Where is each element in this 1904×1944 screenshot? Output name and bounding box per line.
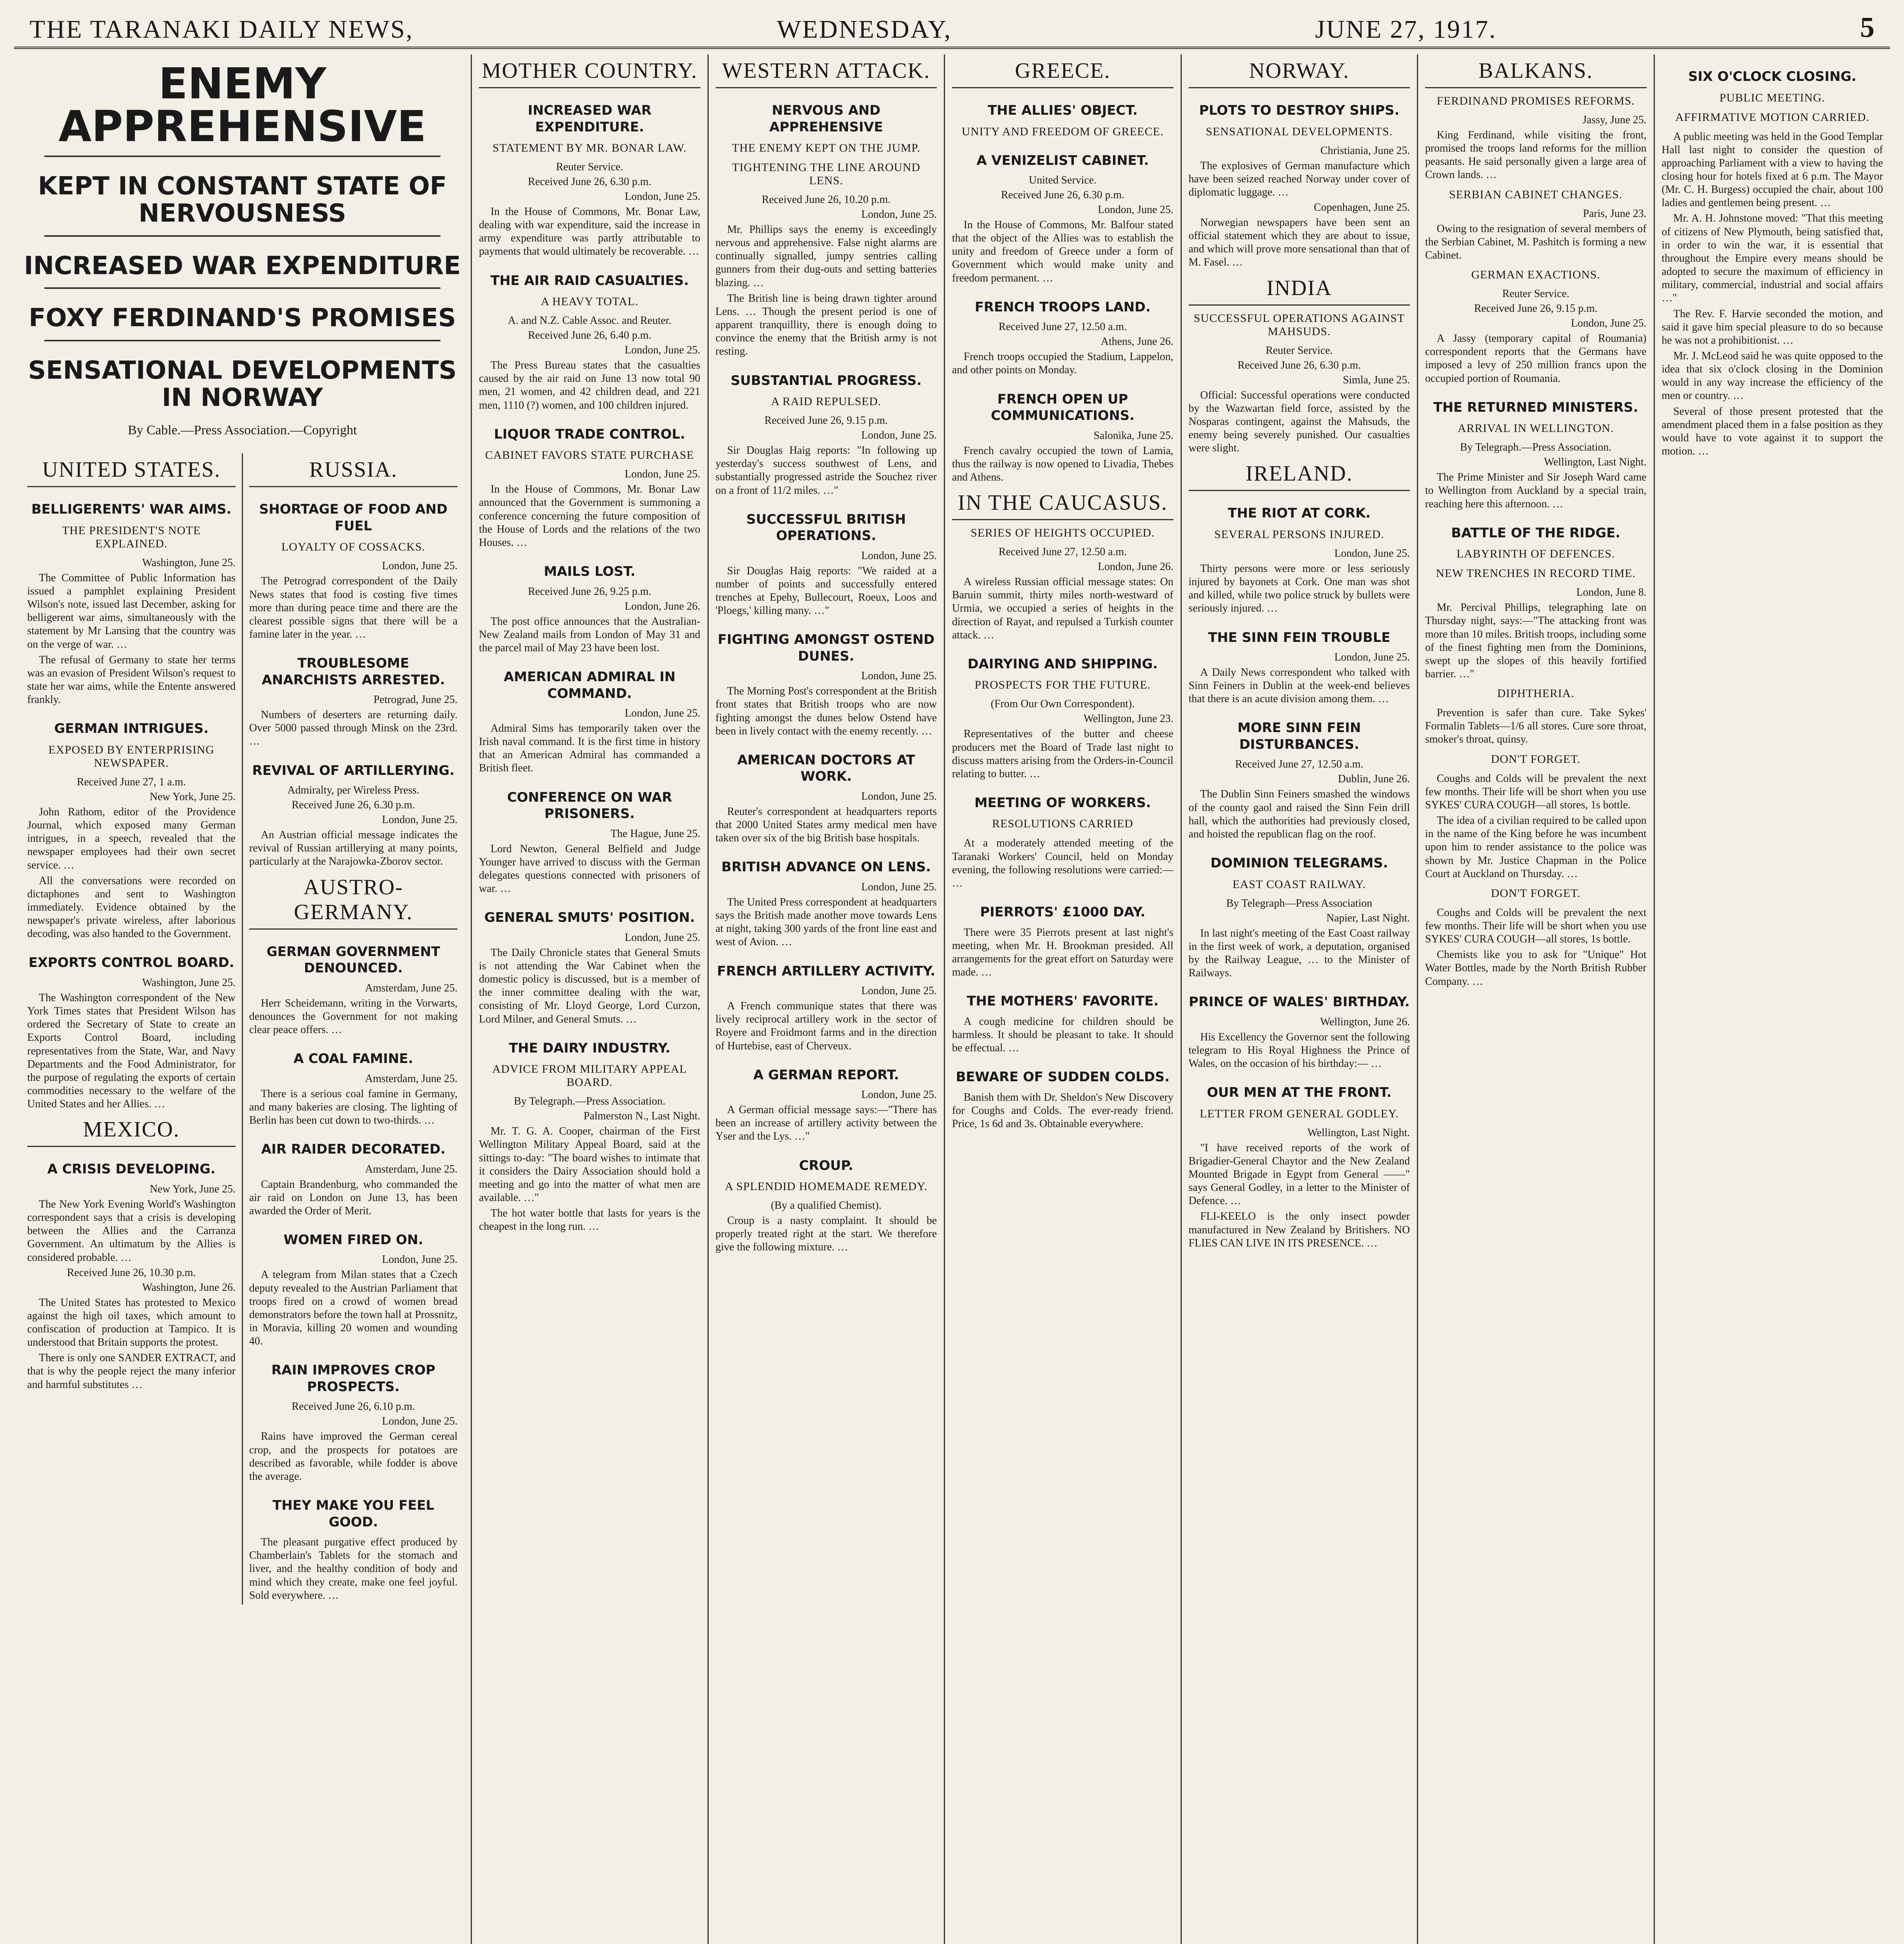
dateline: Christiania, June 25.	[1320, 144, 1410, 157]
dateline: Amsterdam, June 25.	[365, 1072, 458, 1085]
section-head: MEXICO.	[27, 1113, 236, 1147]
story-headline: THE SINN FEIN TROUBLE	[1208, 629, 1390, 645]
paragraph: The refusal of Germany to state her terms was an evasion of President Wilson's request to state her war aims, while the Entente answered frankly.	[27, 654, 236, 706]
story-subhead: PUBLIC MEETING.	[1719, 91, 1825, 104]
story-headline: MORE SINN FEIN DISTURBANCES.	[1237, 720, 1361, 752]
story-headline: MEETING OF WORKERS.	[974, 795, 1151, 811]
story-subhead: LETTER FROM GENERAL GODLEY.	[1200, 1107, 1399, 1120]
story-subhead: UNITY AND FREEDOM OF GREECE.	[962, 125, 1164, 138]
story-headline: PRINCE OF WALES' BIRTHDAY.	[1189, 994, 1410, 1010]
story-headline: OUR MEN AT THE FRONT.	[1207, 1085, 1392, 1101]
story-headline: RAIN IMPROVES CROP PROSPECTS.	[271, 1362, 435, 1395]
section-head: IRELAND.	[1189, 457, 1410, 491]
dateline: Paris, June 23.	[1583, 207, 1647, 220]
story-subhead: SENSATIONAL DEVELOPMENTS.	[1205, 125, 1393, 138]
dateline: London, June 26.	[1098, 561, 1174, 573]
paragraph: The Committee of Public Information has issued a pamphlet explaining President Wilson's note, issued last December, asking for belligerent war aims, simultaneously with the statement by Mr Lansing that the country was on the verge of war. …	[27, 572, 236, 650]
paragraph: Lord Newton, General Belfield and Judge Younger have arrived to discuss with the German delegates questions connected with prisoners of war. …	[479, 843, 700, 895]
story-headline: DOMINION TELEGRAMS.	[1210, 855, 1388, 871]
dateline: Athens, June 26.	[1100, 336, 1174, 348]
dateline: Washington, June 25.	[142, 556, 236, 569]
paragraph: Owing to the resignation of several members of the Serbian Cabinet, M. Pashitch is forming a new Cabinet.	[1425, 222, 1647, 261]
paragraph: His Excellency the Governor sent the following telegram to His Royal Highness the Prince of Wales, on the occasion of his birthday:— …	[1188, 1031, 1410, 1070]
column-western-attack	[709, 54, 945, 1944]
section-head: NORWAY.	[1189, 54, 1410, 88]
story-subhead: SUCCESSFUL OPERATIONS AGAINST MAHSUDS.	[1193, 311, 1405, 338]
paragraph: In the House of Commons, Mr. Bonar Law, dealing with war expenditure, said the increase in army expenditure was partly attributable to payments that would ultimately be recoverable. …	[479, 206, 700, 258]
paragraph: At a moderately attended meeting of the Taranaki Workers' Council, held on Monday evening, the following resolutions were carried:— …	[952, 837, 1174, 889]
story-subhead: DON'T FORGET.	[1491, 886, 1581, 900]
received-line: Received June 26, 9.15 p.m.	[764, 414, 888, 427]
story-headline: INCREASED WAR EXPENDITURE.	[528, 103, 652, 135]
received-line: Received June 26, 6.40 p.m.	[528, 329, 652, 342]
paragraph: Rains have improved the German cereal crop, and the prospects for potatoes are described as favorable, while fodder is above the average.	[249, 1430, 458, 1482]
paragraph: The British line is being drawn tighter around Lens. … Though the present period is one of apparent tranquillity, there is enough doing to convince the enemy that the British army is not resting.	[715, 292, 937, 358]
section-head: MOTHER COUNTRY.	[479, 54, 700, 88]
dateline: London, June 25.	[1334, 651, 1410, 663]
paragraph: Mr. T. G. A. Cooper, chairman of the First Wellington Military Appeal Board, said at the sittings to-day: "The board wishes to intimate that it considers the Dairy Association should hold a meeting and go into the matter of what men are available. …"	[479, 1125, 700, 1204]
story-headline: PIERROTS' £1000 DAY.	[980, 904, 1146, 920]
paragraph: Captain Brandenburg, who commanded the air raid on London on June 13, has been awarded the Order of Merit.	[249, 1178, 458, 1217]
dateline: Washington, June 26.	[142, 1281, 236, 1294]
page-number: 5	[1860, 12, 1874, 44]
story-headline: A VENIZELIST CABINET.	[976, 152, 1149, 168]
lead-subhead-3: FOXY FERDINAND'S PROMISES	[28, 304, 456, 333]
story-subhead: THE ENEMY KEPT ON THE JUMP.	[732, 142, 921, 154]
dateline: Simla, June 25.	[1343, 374, 1410, 386]
section-head: BALKANS.	[1425, 54, 1647, 88]
dateline: London, June 26.	[625, 600, 700, 612]
column-six-oclock-closing	[1655, 54, 1890, 1944]
dateline: Wellington, Last Night.	[1544, 456, 1647, 469]
dateline: Amsterdam, June 25.	[365, 982, 458, 994]
dateline: London, June 25.	[625, 191, 700, 203]
lead-block	[14, 54, 472, 1944]
story-headline: GENERAL SMUTS' POSITION.	[484, 910, 695, 926]
story-headline: BRITISH ADVANCE ON LENS.	[721, 859, 931, 875]
paragraph: Representatives of the butter and cheese producers met the Board of Trade last night to discuss matters arising from the Orders-in-Council relating to butter. …	[952, 728, 1174, 780]
divider	[44, 340, 440, 341]
column-united-states	[21, 453, 243, 1604]
paragraph: Mr. Percival Phillips, telegraphing late on Thursday night, says:—"The attacking front was more than 10 miles. British troops, including some of the finest fighting men from the Dominions, swept up the slopes of this heavily fortified barrier. …"	[1425, 601, 1647, 680]
received-line: Received June 26, 10.30 p.m.	[67, 1266, 196, 1279]
dateline: Washington, June 25.	[142, 976, 236, 989]
paragraph: Norwegian newspapers have been sent an official statement which they are about to issue, and which will prove more sensational than that of M. Fasel. …	[1188, 216, 1410, 269]
dateline: Petrograd, June 25.	[373, 694, 458, 706]
story-headline: EXPORTS CONTROL BOARD.	[28, 955, 234, 971]
story-headline: THE RETURNED MINISTERS.	[1433, 399, 1638, 415]
story-headline: SUBSTANTIAL PROGRESS.	[730, 372, 922, 388]
source-line: Admiralty, per Wireless Press.	[287, 784, 419, 797]
story-subhead: RESOLUTIONS CARRIED	[992, 817, 1134, 830]
byline: By Cable.—Press Association.—Copyright	[128, 423, 357, 438]
paragraph: A Jassy (temporary capital of Roumania) correspondent reports that the Germans have imposed a levy of 250 million francs upon the occupied portion of Roumania.	[1425, 332, 1647, 385]
story-subhead: CABINET FAVORS STATE PURCHASE	[485, 449, 694, 462]
story-subhead: PROSPECTS FOR THE FUTURE.	[975, 678, 1151, 692]
received-line: Received June 26, 6.30 p.m.	[528, 176, 652, 188]
masthead	[14, 9, 1890, 49]
paragraph: The Petrograd correspondent of the Daily News states that food is costing five times more than during peace time and there are the clearest possible signs that there will be a famine later in the year. …	[249, 575, 458, 640]
received-line: Received June 26, 9.15 p.m.	[1474, 302, 1598, 315]
story-headline: MAILS LOST.	[543, 564, 636, 580]
paragraph: The United Press correspondent at headquarters says the British made another move towards Lens at night, taking 300 yards of the front line east and west of Avion. …	[715, 896, 937, 948]
paragraph: Official: Successful operations were conducted by the Wazwartan field force, assisted by the Nosparas contingent, against the Mahsuds, the enemy being severely punished. Our casualties were slight.	[1188, 389, 1410, 455]
paragraph: The explosives of German manufacture which have been seized reached Norway under cover of diplomatic luggage. …	[1188, 159, 1410, 198]
paragraph: Admiral Sims has temporarily taken over the Irish naval command. It is the first time in history that an American Admiral has commanded a British fleet.	[479, 722, 700, 774]
story-headline: BELLIGERENTS' WAR AIMS.	[31, 502, 232, 517]
paper-name: THE TARANAKI DAILY NEWS,	[30, 15, 414, 44]
source-line: By Telegraph.—Press Association.	[1460, 441, 1612, 454]
dateline: Dublin, June 26.	[1338, 773, 1410, 785]
dateline: Wellington, Last Night.	[1307, 1126, 1410, 1139]
dateline: Copenhagen, June 25.	[1314, 201, 1410, 213]
paragraph: Banish them with Dr. Sheldon's New Discovery for Coughs and Colds. The ever-ready friend. Price, 1s 6d and 3s. Obtainable everywhere.	[952, 1091, 1174, 1130]
paragraph: Croup is a nasty complaint. It should be properly treated right at the start. We therefore give the following mixture. …	[715, 1215, 937, 1253]
story-headline: AIR RAIDER DECORATED.	[261, 1142, 446, 1157]
story-headline: GERMAN INTRIGUES.	[54, 721, 209, 737]
paragraph: All the conversations were recorded on dictaphones and sent to Washington immediately. Evidence obtained by the newspaper's private wireless, after laborious decoding, was also handed to the Government.	[27, 874, 236, 940]
paragraph: The Dublin Sinn Feiners smashed the windows of the county gaol and raised the Sinn Fein drill hall, which the authorities had previously closed, and hoisted the republican flag on the roof.	[1188, 788, 1410, 840]
paragraph: In the House of Commons, Mr. Bonar Law announced that the Government is summoning a conference concerning the future composition of the House of Lords and the relations of the two Houses. …	[479, 483, 700, 549]
story-headline: CONFERENCE ON WAR PRISONERS.	[507, 789, 672, 822]
source-line: Reuter Service.	[1265, 344, 1333, 357]
columns	[14, 54, 1890, 1944]
story-headline: THE RIOT AT CORK.	[1228, 505, 1371, 521]
story-headline: AMERICAN ADMIRAL IN COMMAND.	[503, 669, 676, 701]
received-line: Received June 27, 12.50 a.m.	[1235, 758, 1364, 771]
paragraph: There were 35 Pierrots present at last night's meeting, when Mr. H. Brookman presided. All arrangements for the great effort on Saturday were made. …	[952, 926, 1174, 979]
dateline: London, June 25.	[625, 707, 700, 719]
received-line: Received June 26, 10.20 p.m.	[762, 194, 891, 206]
story-headline: CROUP.	[799, 1157, 853, 1173]
paragraph: French troops occupied the Stadium, Lappelon, and other points on Monday.	[952, 351, 1174, 376]
story-headline: PLOTS TO DESTROY SHIPS.	[1199, 103, 1399, 118]
story-headline: LIQUOR TRADE CONTROL.	[494, 426, 685, 442]
paragraph: Reuter's correspondent at headquarters reports that 2000 United States army medical men have taken over six of the big British base hospitals.	[715, 805, 937, 844]
story-headline: SIX O'CLOCK CLOSING.	[1688, 69, 1857, 84]
section-head: RUSSIA.	[249, 453, 458, 487]
paragraph: The post office announces that the Australian-New Zealand mails from London of May 31 and the parcel mail of May 23 have been lost.	[479, 615, 700, 654]
column-mother-country	[472, 54, 709, 1944]
paragraph: The Prime Minister and Sir Joseph Ward came to Wellington from Auckland by a special train, reaching here this afternoon. …	[1425, 471, 1647, 510]
paragraph: A public meeting was held in the Good Templar Hall last night to consider the question of approaching Parliament with a view to having the closing hour for hotels fixed at 6 p.m. The Mayor (Mr. C. H. Burgess) occupied the chair, about 100 ladies and gentlemen being present. …	[1661, 130, 1883, 209]
paragraph: A wireless Russian official message states: On Baruin summit, thirty miles north-westward of Urmia, we occupied a series of heights in the direction of Rayat, and repulsed a Turkish counter attack. …	[952, 576, 1174, 641]
lead-subhead-2: INCREASED WAR EXPENDITURE	[24, 251, 461, 280]
paragraph: There is a serious coal famine in Germany, and many bakeries are closing. The lighting of Berlin has been cut down to two-thirds. …	[249, 1087, 458, 1126]
story-subhead: SERBIAN CABINET CHANGES.	[1449, 188, 1623, 201]
story-subhead: EAST COAST RAILWAY.	[1232, 878, 1366, 891]
advertisement: FLI-KEELO is the only insect powder manufactured in New Zealand by Britishers. NO FLIES CAN LIVE IN ITS PRESENCE. …	[1188, 1210, 1410, 1249]
paragraph: Several of those present protested that the amendment placed them in a false position as they would have to vote against it to support the motion. …	[1661, 405, 1883, 458]
lead-subcolumns	[21, 453, 464, 1604]
paragraph: Chemists like you to ask for "Unique" Hot Water Bottles, made by the North British Rubber Company. …	[1425, 949, 1647, 988]
dateline: Napier, Last Night.	[1326, 912, 1410, 924]
story-headline: THE MOTHERS' FAVORITE.	[967, 993, 1159, 1009]
story-headline: FRENCH TROOPS LAND.	[975, 299, 1151, 315]
column-russia	[243, 453, 464, 1604]
story-headline: NERVOUS AND APPREHENSIVE	[769, 103, 883, 135]
story-subhead: FERDINAND PROMISES REFORMS.	[1436, 94, 1635, 107]
source-line: United Service.	[1029, 174, 1097, 186]
story-subhead: EXPOSED BY ENTERPRISING NEWSPAPER.	[48, 743, 215, 769]
story-headline: AMERICAN DOCTORS AT WORK.	[737, 752, 915, 785]
dateline: London, June 25.	[861, 881, 937, 893]
paragraph: French cavalry occupied the town of Lamia, thus the railway is now opened to Livadia, Thebes and Athens.	[952, 444, 1174, 483]
paragraph: In last night's meeting of the East Coast railway in the first week of work, a deputation, organised by the Railway League, … to the Minister of Railways.	[1188, 927, 1410, 979]
story-subhead: LOYALTY OF COSSACKS.	[281, 540, 426, 554]
dateline: London, June 25.	[861, 670, 937, 682]
source-line: By Telegraph.—Press Association.	[514, 1095, 666, 1108]
divider	[44, 235, 440, 237]
paragraph: A cough medicine for children should be harmless. It should be pleasant to take. It should be effectual. …	[952, 1015, 1174, 1054]
paragraph: Numbers of deserters are returning daily. Over 5000 passed through Minsk on the 23rd. …	[249, 709, 458, 748]
dateline: London, June 25.	[382, 1253, 458, 1266]
issue-date: JUNE 27, 1917.	[1315, 15, 1497, 44]
dateline: Wellington, June 26.	[1320, 1016, 1410, 1028]
story-headline: BEWARE OF SUDDEN COLDS.	[955, 1069, 1170, 1085]
dateline: London, June 25.	[861, 1089, 937, 1101]
dateline: London, June 25.	[1571, 317, 1647, 330]
dateline: London, June 25.	[861, 208, 937, 220]
story-headline: FRENCH OPEN UP COMMUNICATIONS.	[991, 391, 1135, 424]
paragraph: The United States has protested to Mexico against the high oil taxes, which amount to confiscation of production at Tampico. It is understood that Britain supports the protest.	[27, 1296, 236, 1349]
received-line: Received June 27, 12.50 a.m.	[998, 321, 1127, 333]
advertisement: There is only one SANDER EXTRACT, and that is why the people reject the many inferior and harmful substitutes …	[27, 1352, 236, 1391]
paragraph: Sir Douglas Haig reports: "We raided at a number of points and successfully entered trenches at Epehy, Bullecourt, Roeux, Loos and 'Ploegs,' killing many. …"	[715, 565, 937, 617]
lead-subhead-4: SENSATIONAL DEVELOPMENTS IN NORWAY	[28, 356, 457, 412]
story-subhead: A HEAVY TOTAL.	[541, 295, 639, 308]
story-subhead: ARRIVAL IN WELLINGTON.	[1457, 422, 1614, 435]
source-line: Reuter Service.	[556, 161, 624, 173]
paragraph: Mr. A. H. Johnstone moved: "That this meeting of citizens of New Plymouth, being satisfied that, in order to win the war, it is essential that throughout the Empire every means should be adopted to secure the maximum of efficiency in military, commercial, industrial and social affairs …"	[1661, 212, 1883, 304]
story-subhead: SEVERAL PERSONS INJURED.	[1214, 528, 1384, 541]
story-headline: A COAL FAMINE.	[293, 1051, 413, 1067]
dateline: The Hague, June 25.	[610, 827, 700, 840]
story-headline: A GERMAN REPORT.	[753, 1067, 899, 1083]
dateline: London, June 25.	[625, 468, 700, 481]
dateline: London, June 25.	[1334, 547, 1410, 559]
section-head: AUSTRO-GERMANY.	[249, 871, 458, 930]
story-headline: DAIRYING AND SHIPPING.	[968, 656, 1158, 672]
story-subhead: STATEMENT BY MR. BONAR LAW.	[493, 142, 687, 154]
advertisement-headline: THEY MAKE YOU FEEL GOOD.	[272, 1498, 434, 1530]
paragraph: Herr Scheidemann, writing in the Vorwarts, denounces the Government for not making clear peace offers. …	[249, 997, 458, 1036]
dateline: London, June 25.	[382, 814, 458, 826]
paragraph: In the House of Commons, Mr. Balfour stated that the object of the Allies was to establish the unity and freedom of Greece under a form of Government which would make unity and freedom permanent. …	[952, 219, 1174, 284]
paragraph: John Rathom, editor of the Providence Journal, which exposed many German intrigues, in a speech, revealed that the newspaper employees had their own secret service. …	[27, 806, 236, 871]
dateline: London, June 25.	[861, 429, 937, 442]
dateline: London, June 25.	[382, 1415, 458, 1428]
story-headline: GERMAN GOVERNMENT DENOUNCED.	[266, 944, 440, 976]
story-headline: THE ALLIES' OBJECT.	[987, 103, 1138, 118]
received-line: Received June 26, 6.10 p.m.	[292, 1400, 415, 1413]
paragraph: A German official message says:—"There has been an increase of artillery activity between the Yser and the Lys. …"	[715, 1104, 937, 1143]
dateline: London, June 25.	[861, 549, 937, 562]
paragraph: The idea of a civilian required to be called upon in the name of the King before he was incumbent upon him to render assistance to the police was shown by Mr. Justice Chapman in the Police Court at Auckland on Thursday. …	[1425, 815, 1647, 880]
story-headline: TROUBLESOME ANARCHISTS ARRESTED.	[262, 656, 445, 688]
column-balkans	[1418, 54, 1655, 1944]
dateline: London, June 25.	[861, 790, 937, 802]
story-headline: BATTLE OF THE RIDGE.	[1451, 525, 1621, 541]
received-line: Received June 26, 6.30 p.m.	[1237, 359, 1361, 371]
paragraph: Prevention is safer than cure. Take Sykes' Formalin Tablets—1/6 all stores. Cure sore throat, smoker's throat, quinsy.	[1425, 707, 1647, 746]
paragraph: The Daily Chronicle states that General Smuts is not attending the War Cabinet when the domestic policy is discussed, but is a member of the inner committee dealing with the war, consisting of Mr. Lloyd George, Lord Curzon, Lord Milner, and General Smuts. …	[479, 946, 700, 1025]
story-subhead: LABYRINTH OF DEFENCES.	[1456, 547, 1615, 561]
story-subhead: THE PRESIDENT'S NOTE EXPLAINED.	[62, 524, 201, 550]
story-headline: SHORTAGE OF FOOD AND FUEL	[259, 502, 448, 534]
dateline: London, June 25.	[861, 985, 937, 997]
story-headline: THE DAIRY INDUSTRY.	[508, 1040, 671, 1056]
section-head: WESTERN ATTACK.	[716, 54, 937, 88]
paragraph: Sir Douglas Haig reports: "In following up yesterday's success southwest of Lens, and substantially progressed astride the Souchez river on a front of 11/2 miles. …"	[715, 444, 937, 496]
story-headline: FRENCH ARTILLERY ACTIVITY.	[717, 963, 936, 979]
story-subhead: DIPHTHERIA.	[1497, 687, 1574, 700]
dateline: London, June 25.	[625, 931, 700, 944]
advertisement: The hot water bottle that lasts for years is the cheapest in the long run. …	[479, 1207, 700, 1233]
received-line: Received June 27, 12.50 a.m.	[998, 546, 1127, 558]
received-line: Received June 26, 6.30 p.m.	[1001, 189, 1125, 201]
story-subhead: SERIES OF HEIGHTS OCCUPIED.	[970, 526, 1155, 540]
story-headline: A CRISIS DEVELOPING.	[47, 1161, 216, 1177]
story-headline: THE AIR RAID CASUALTIES.	[490, 273, 689, 288]
paragraph: The Morning Post's correspondent at the British front states that British troops who are now fighting amongst the dunes below Ostend have been in lively contact with the enemy recently. …	[715, 685, 937, 737]
source-line: (By a qualified Chemist).	[770, 1199, 882, 1212]
paragraph: Mr. Phillips says the enemy is exceedingly nervous and apprehensive. False night alarms are continually signalled, jumpy sentries calling gunners from their dug-outs and setting batteries blazing. …	[715, 224, 937, 289]
dateline: London, June 25.	[382, 560, 458, 572]
story-subhead: GERMAN EXACTIONS.	[1471, 268, 1600, 281]
dateline: New York, June 25.	[150, 790, 236, 803]
dateline: Palmerston N., Last Night.	[583, 1110, 700, 1122]
story-headline: SUCCESSFUL BRITISH OPERATIONS.	[746, 511, 906, 544]
story-subhead: A SPLENDID HOMEMADE REMEDY.	[725, 1180, 928, 1193]
story-headline: FIGHTING AMONGST OSTEND DUNES.	[718, 632, 935, 664]
advertisement: The pleasant purgative effect produced by Chamberlain's Tablets for the stomach and liver, and the healthy condition of body and mind which they create, make one feel joyful. Sold everywhere. …	[249, 1536, 458, 1601]
lead-subhead-1: KEPT IN CONSTANT STATE OF NERVOUSNESS	[38, 172, 447, 228]
source-line: Reuter Service.	[1502, 288, 1570, 300]
lead-headline: ENEMY APPREHENSIVE	[58, 59, 426, 151]
column-norway	[1182, 54, 1418, 1944]
story-subhead: ADVICE FROM MILITARY APPEAL BOARD.	[492, 1063, 687, 1089]
paragraph: "I have received reports of the work of Brigadier-General Chaytor and the New Zealand Mounted Brigade in Egypt from General ——" says General Godley, in a letter to the Minister of Defence. …	[1188, 1142, 1410, 1207]
section-head: INDIA	[1189, 272, 1410, 306]
received-line: Received June 26, 9.25 p.m.	[528, 585, 652, 598]
dateline: Amsterdam, June 25.	[365, 1163, 458, 1175]
divider	[44, 156, 440, 157]
story-subhead: A RAID REPULSED.	[771, 395, 882, 408]
paragraph: A Daily News correspondent who talked with Sinn Feiners in Dublin at the week-end believes that there is an acute division among them. …	[1188, 666, 1410, 705]
story-subhead: AFFIRMATIVE MOTION CARRIED.	[1675, 110, 1869, 124]
dateline: Jassy, June 25.	[1582, 114, 1647, 126]
paragraph: Thirty persons were more or less seriously injured by bayonets at Cork. One man was shot and killed, while two police struck by bullets were seriously injured. …	[1188, 562, 1410, 615]
paragraph: An Austrian official message indicates the revival of Russian artillerying at many points, particularly at the Narajowka-Zborov sector.	[249, 829, 458, 868]
paragraph: The Washington correspondent of the New York Times states that President Wilson has ordered the Secretary of State to create an Exports Control Board, including representatives from the State, War, and Navy Departments and the Food Administrator, for the purpose of regulating the exports of certain commodities necessary to the welfare of the United States and her Allies. …	[27, 991, 236, 1110]
paragraph: Coughs and Colds will be prevalent the next few months. Their life will be short when you use SYKES' CURA COUGH—all stores, 1s bottle.	[1425, 906, 1647, 946]
paragraph: Coughs and Colds will be prevalent the next few months. Their life will be short when you use SYKES' CURA COUGH—all stores, 1s bottle.	[1425, 772, 1647, 811]
paragraph: King Ferdinand, while visiting the front, promised the troops land reforms for the million peasants. He said personally given a large area of Crown lands. …	[1425, 129, 1647, 181]
received-line: Received June 26, 6.30 p.m.	[292, 799, 415, 811]
section-head: UNITED STATES.	[27, 453, 236, 487]
dateline: Salonika, June 25.	[1093, 429, 1174, 442]
column-greece	[945, 54, 1182, 1944]
divider	[44, 287, 440, 289]
paragraph: Mr. J. McLeod said he was quite opposed to the idea that six o'clock closing in the Dominion would in any way increase the efficiency of the men or country. …	[1661, 350, 1883, 402]
story-subhead: DON'T FORGET.	[1491, 752, 1581, 766]
paragraph: The New York Evening World's Washington correspondent says that a crisis is developing between the Allies and the Carranza Government. An ultimatum by the Allies is considered probable. …	[27, 1198, 236, 1264]
received-line: Received June 27, 1 a.m.	[77, 776, 186, 788]
source-line: A. and N.Z. Cable Assoc. and Reuter.	[508, 315, 672, 327]
weekday: WEDNESDAY,	[777, 15, 952, 44]
paragraph: The Rev. F. Harvie seconded the motion, and said it gave him special pleasure to do so because he was not a prohibitionist. …	[1661, 308, 1883, 346]
dateline: London, June 25.	[1098, 204, 1174, 216]
dateline: New York, June 25.	[150, 1183, 236, 1195]
paragraph: A telegram from Milan states that a Czech deputy revealed to the Austrian Parliament that troops fired on a crowd of women bread demonstrators before the town hall at Prossnitz, in Moravia, killing 20 women and wounding 40.	[249, 1269, 458, 1348]
dateline: London, June 25.	[625, 344, 700, 357]
source-line: (From Our Own Correspondent).	[990, 698, 1135, 710]
dateline: Wellington, June 23.	[1083, 713, 1174, 725]
story-subhead: TIGHTENING THE LINE AROUND LENS.	[732, 161, 921, 187]
story-headline: REVIVAL OF ARTILLERYING.	[252, 762, 455, 778]
story-headline: WOMEN FIRED ON.	[283, 1232, 423, 1248]
source-line: By Telegraph—Press Association	[1226, 897, 1372, 909]
paragraph: A French communique states that there was lively reciprocal artillery work in the sector of Royere and Froidmont farms and in the direction of Hurtebise, east of Cherveux.	[715, 1000, 937, 1052]
paragraph: The Press Bureau states that the casualties caused by the air raid on June 13 now total 90 men, 21 women, and 42 children dead, and 221 men, 1110 (?) women, and 100 children injured.	[479, 359, 700, 411]
section-head: GREECE.	[952, 54, 1174, 88]
dateline: London, June 8.	[1576, 586, 1647, 599]
section-head: IN THE CAUCASUS.	[952, 486, 1174, 520]
story-subhead: NEW TRENCHES IN RECORD TIME.	[1436, 567, 1636, 580]
